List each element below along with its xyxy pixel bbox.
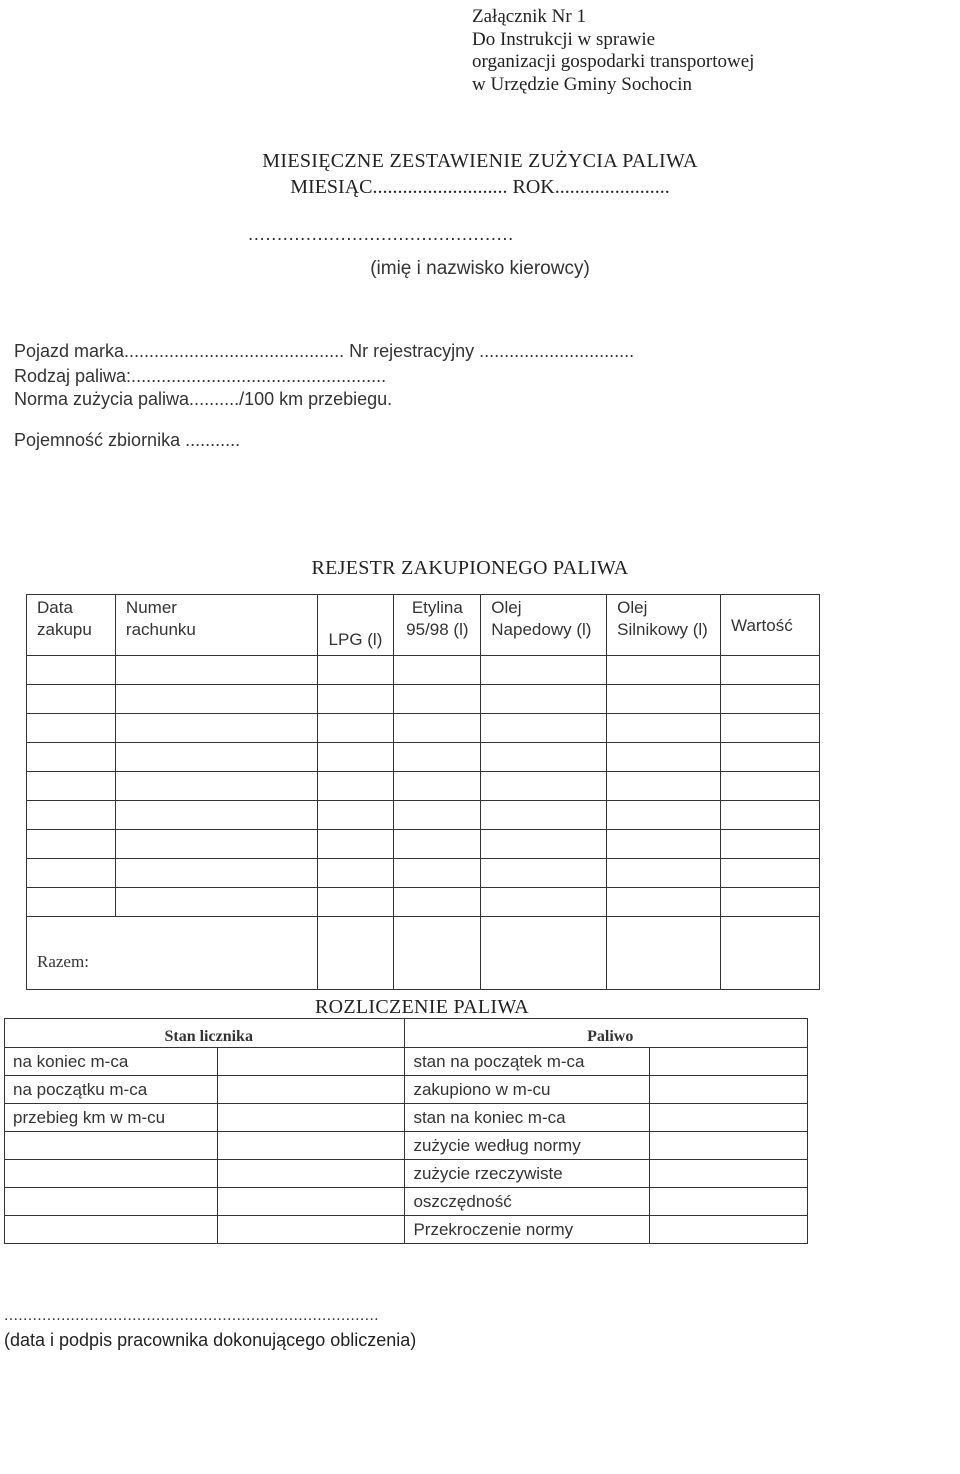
settlement-row	[5, 1132, 808, 1160]
register-cell[interactable]	[115, 714, 317, 743]
register-row	[27, 801, 820, 830]
fuel-value[interactable]	[650, 1132, 808, 1160]
vehicle-make-line: Pojazd marka............................................ Nr rejestracyjny ...............................	[14, 341, 635, 361]
register-cell[interactable]	[115, 772, 317, 801]
fuel-header: Paliwo	[405, 1019, 808, 1048]
register-row	[27, 859, 820, 888]
fuel-label: stan na koniec m-ca	[405, 1104, 650, 1132]
register-cell[interactable]	[317, 772, 394, 801]
register-cell[interactable]	[721, 830, 820, 859]
fuel-label: Przekroczenie normy	[405, 1216, 650, 1244]
fuel-settlement-table	[4, 1018, 808, 1244]
meter-value[interactable]	[217, 1188, 405, 1216]
register-header-row	[27, 595, 820, 656]
register-cell[interactable]	[721, 772, 820, 801]
register-cell[interactable]	[394, 772, 481, 801]
header-diesel: Olej Napedowy (l)	[481, 595, 607, 656]
register-cell[interactable]	[607, 714, 721, 743]
register-total-row	[27, 917, 820, 990]
register-cell[interactable]	[115, 743, 317, 772]
fuel-label: zakupiono w m-cu	[405, 1076, 650, 1104]
fuel-label: stan na początek m-ca	[405, 1048, 650, 1076]
header-purchase-date: Data zakupu	[27, 595, 116, 656]
register-cell[interactable]	[394, 888, 481, 917]
register-cell[interactable]	[607, 772, 721, 801]
fuel-norm-line: Norma zużycia paliwa........../100 km przebiegu.	[14, 389, 393, 409]
meter-value[interactable]	[217, 1076, 405, 1104]
header-lpg: LPG (l)	[317, 595, 394, 656]
register-cell[interactable]	[317, 656, 394, 685]
fuel-value[interactable]	[650, 1160, 808, 1188]
register-cell[interactable]	[721, 859, 820, 888]
register-cell[interactable]	[27, 859, 116, 888]
register-cell[interactable]	[721, 685, 820, 714]
register-cell[interactable]	[317, 685, 394, 714]
register-cell[interactable]	[394, 685, 481, 714]
header-value: Wartość	[721, 595, 820, 656]
attachment-header	[472, 6, 754, 96]
register-row	[27, 685, 820, 714]
header-engine-oil: Olej Silnikowy (l)	[607, 595, 721, 656]
driver-name-caption: (imię i nazwisko kierowcy)	[370, 258, 590, 279]
register-cell[interactable]	[27, 656, 116, 685]
register-row	[27, 656, 820, 685]
meter-label: na koniec m-ca	[5, 1048, 218, 1076]
register-cell[interactable]	[607, 743, 721, 772]
register-row	[27, 743, 820, 772]
register-cell[interactable]	[27, 888, 116, 917]
register-cell[interactable]	[607, 859, 721, 888]
attachment-number: Załącznik Nr 1	[472, 6, 586, 27]
register-cell[interactable]	[317, 888, 394, 917]
register-cell[interactable]	[607, 801, 721, 830]
total-cell	[721, 917, 820, 990]
register-cell[interactable]	[481, 656, 607, 685]
meter-label	[5, 1160, 218, 1188]
register-cell[interactable]	[721, 714, 820, 743]
fuel-value[interactable]	[650, 1048, 808, 1076]
period-line: MIESIĄC........................... ROK.......................	[290, 176, 670, 198]
signature-field: ...............................................................................	[4, 1307, 379, 1324]
register-cell[interactable]	[115, 888, 317, 917]
register-cell[interactable]	[721, 656, 820, 685]
register-cell[interactable]	[394, 830, 481, 859]
settlement-row	[5, 1104, 808, 1132]
meter-header: Stan licznika	[5, 1019, 405, 1048]
register-cell[interactable]	[607, 685, 721, 714]
register-cell[interactable]	[115, 656, 317, 685]
register-cell[interactable]	[115, 801, 317, 830]
register-cell[interactable]	[27, 830, 116, 859]
header-invoice-number: Numer rachunku	[115, 595, 317, 656]
meter-value[interactable]	[217, 1132, 405, 1160]
fuel-value[interactable]	[650, 1104, 808, 1132]
register-cell[interactable]	[481, 801, 607, 830]
register-cell[interactable]	[317, 859, 394, 888]
register-cell[interactable]	[481, 714, 607, 743]
register-cell[interactable]	[27, 772, 116, 801]
register-cell[interactable]	[394, 714, 481, 743]
fuel-value[interactable]	[650, 1188, 808, 1216]
header-petrol: Etylina 95/98 (l)	[394, 595, 481, 656]
driver-name-field: ..............................................	[248, 224, 514, 245]
document-title: MIESIĘCZNE ZESTAWIENIE ZUŻYCIA PALIWA	[262, 150, 698, 172]
register-row	[27, 888, 820, 917]
register-cell[interactable]	[481, 830, 607, 859]
register-cell[interactable]	[607, 830, 721, 859]
register-cell[interactable]	[115, 859, 317, 888]
meter-label: na początku m-ca	[5, 1076, 218, 1104]
attachment-subject: organizacji gospodarki transportowej	[472, 51, 755, 72]
register-cell[interactable]	[27, 801, 116, 830]
total-cell	[481, 917, 607, 990]
register-title: REJESTR ZAKUPIONEGO PALIWA	[311, 557, 629, 579]
register-cell[interactable]	[27, 685, 116, 714]
register-row	[27, 714, 820, 743]
meter-value[interactable]	[217, 1104, 405, 1132]
register-cell[interactable]	[481, 743, 607, 772]
register-cell[interactable]	[721, 801, 820, 830]
fuel-purchase-register-table	[26, 594, 820, 990]
register-cell[interactable]	[481, 685, 607, 714]
meter-label	[5, 1216, 218, 1244]
total-cell	[607, 917, 721, 990]
tank-capacity-line: Pojemność zbiornika ...........	[14, 430, 241, 450]
settlement-title: ROZLICZENIE PALIWA	[314, 996, 530, 1018]
meter-label	[5, 1188, 218, 1216]
total-cell	[317, 917, 394, 990]
fuel-value[interactable]	[650, 1216, 808, 1244]
meter-value[interactable]	[217, 1048, 405, 1076]
register-row	[27, 830, 820, 859]
register-cell[interactable]	[115, 685, 317, 714]
meter-value[interactable]	[217, 1216, 405, 1244]
fuel-type-line: Rodzaj paliwa:...................................................	[14, 366, 387, 386]
total-label: Razem:	[27, 917, 318, 990]
register-cell[interactable]	[317, 830, 394, 859]
signature-caption: (data i podpis pracownika dokonującego obliczenia)	[4, 1330, 417, 1350]
settlement-row	[5, 1188, 808, 1216]
meter-label: przebieg km w m-cu	[5, 1104, 218, 1132]
register-cell[interactable]	[394, 743, 481, 772]
attachment-instruction: Do Instrukcji w sprawie	[472, 28, 656, 50]
register-cell[interactable]	[394, 801, 481, 830]
fuel-label: zużycie rzeczywiste	[405, 1160, 650, 1188]
register-cell[interactable]	[394, 859, 481, 888]
register-cell[interactable]	[27, 714, 116, 743]
register-cell[interactable]	[721, 743, 820, 772]
fuel-value[interactable]	[650, 1076, 808, 1104]
register-cell[interactable]	[317, 743, 394, 772]
register-cell[interactable]	[394, 656, 481, 685]
settlement-header-row	[5, 1019, 808, 1048]
register-cell[interactable]	[27, 743, 116, 772]
fuel-label: zużycie według normy	[405, 1132, 650, 1160]
register-cell[interactable]	[115, 830, 317, 859]
register-cell[interactable]	[481, 772, 607, 801]
register-cell[interactable]	[607, 656, 721, 685]
settlement-row	[5, 1160, 808, 1188]
register-cell[interactable]	[317, 801, 394, 830]
meter-value[interactable]	[217, 1160, 405, 1188]
fuel-label: oszczędność	[405, 1188, 650, 1216]
total-cell	[394, 917, 481, 990]
register-cell[interactable]	[317, 714, 394, 743]
register-cell[interactable]	[481, 859, 607, 888]
register-cell[interactable]	[607, 888, 721, 917]
register-row	[27, 772, 820, 801]
settlement-row	[5, 1216, 808, 1244]
meter-label	[5, 1132, 218, 1160]
settlement-row	[5, 1076, 808, 1104]
attachment-office: w Urzędzie Gminy Sochocin	[472, 73, 693, 95]
register-cell[interactable]	[481, 888, 607, 917]
settlement-row	[5, 1048, 808, 1076]
register-cell[interactable]	[721, 888, 820, 917]
